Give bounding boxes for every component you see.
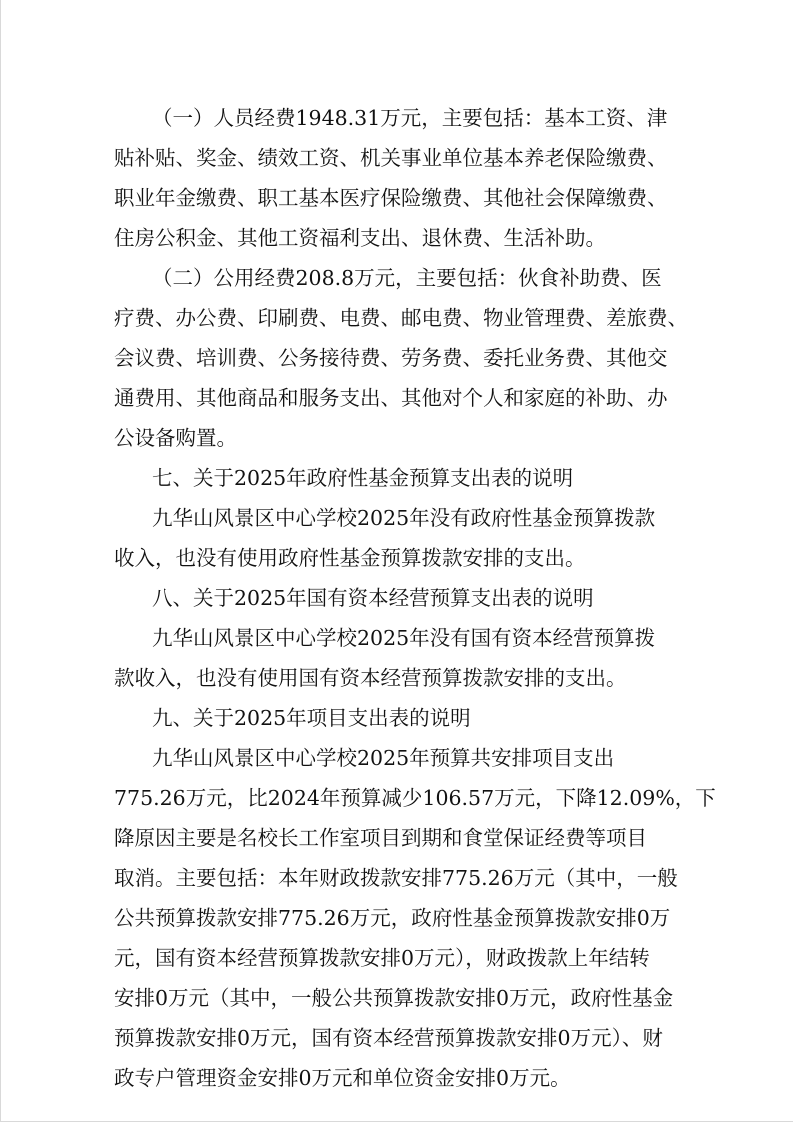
paragraph-line: 取消。主要包括：本年财政拨款安排775.26万元（其中，一般 (114, 866, 678, 890)
paragraph-line: 职业年金缴费、职工基本医疗保险缴费、其他社会保障缴费、 (114, 186, 668, 210)
paragraph-line: （二）公用经费208.8万元，主要包括：伙食补助费、医 (152, 266, 662, 290)
paragraph-line: 九华山风景区中心学校2025年没有国有资本经营预算拨 (152, 626, 656, 650)
paragraph-line: （一）人员经费1948.31万元，主要包括：基本工资、津 (152, 106, 668, 130)
paragraph-line: 通费用、其他商品和服务支出、其他对个人和家庭的补助、办 (114, 386, 668, 410)
paragraph-line: 九华山风景区中心学校2025年预算共安排项目支出 (152, 746, 615, 770)
paragraph-line: 降原因主要是名校长工作室项目到期和食堂保证经费等项目 (114, 826, 647, 850)
paragraph-line: 九华山风景区中心学校2025年没有政府性基金预算拨款 (152, 506, 656, 530)
paragraph-line: 775.26万元，比2024年预算减少106.57万元，下降12.09%，下 (114, 786, 716, 810)
paragraph-line: 预算拨款安排0万元，国有资本经营预算拨款安排0万元）、财 (114, 1026, 663, 1050)
document-body (114, 98, 716, 1098)
paragraph-line: 政专户管理资金安排0万元和单位资金安排0万元。 (114, 1066, 571, 1090)
paragraph-line: 元，国有资本经营预算拨款安排0万元），财政拨款上年结转 (114, 946, 650, 970)
section-heading: 七、关于2025年政府性基金预算支出表的说明 (152, 466, 574, 490)
paragraph-line: 贴补贴、奖金、绩效工资、机关事业单位基本养老保险缴费、 (114, 146, 668, 170)
paragraph-line: 住房公积金、其他工资福利支出、退休费、生活补助。 (114, 226, 606, 250)
section-heading: 八、关于2025年国有资本经营预算支出表的说明 (152, 586, 594, 610)
paragraph-line: 公共预算拨款安排775.26万元，政府性基金预算拨款安排0万 (114, 906, 671, 930)
paragraph-line: 安排0万元（其中，一般公共预算拨款安排0万元，政府性基金 (114, 986, 674, 1010)
section-heading: 九、关于2025年项目支出表的说明 (152, 706, 471, 730)
paragraph-line: 款收入，也没有使用国有资本经营预算拨款安排的支出。 (114, 666, 627, 690)
paragraph-line: 疗费、办公费、印刷费、电费、邮电费、物业管理费、差旅费、 (114, 306, 688, 330)
paragraph-line: 收入，也没有使用政府性基金预算拨款安排的支出。 (114, 546, 586, 570)
paragraph-line: 公设备购置。 (114, 426, 237, 450)
paragraph-line: 会议费、培训费、公务接待费、劳务费、委托业务费、其他交 (114, 346, 668, 370)
